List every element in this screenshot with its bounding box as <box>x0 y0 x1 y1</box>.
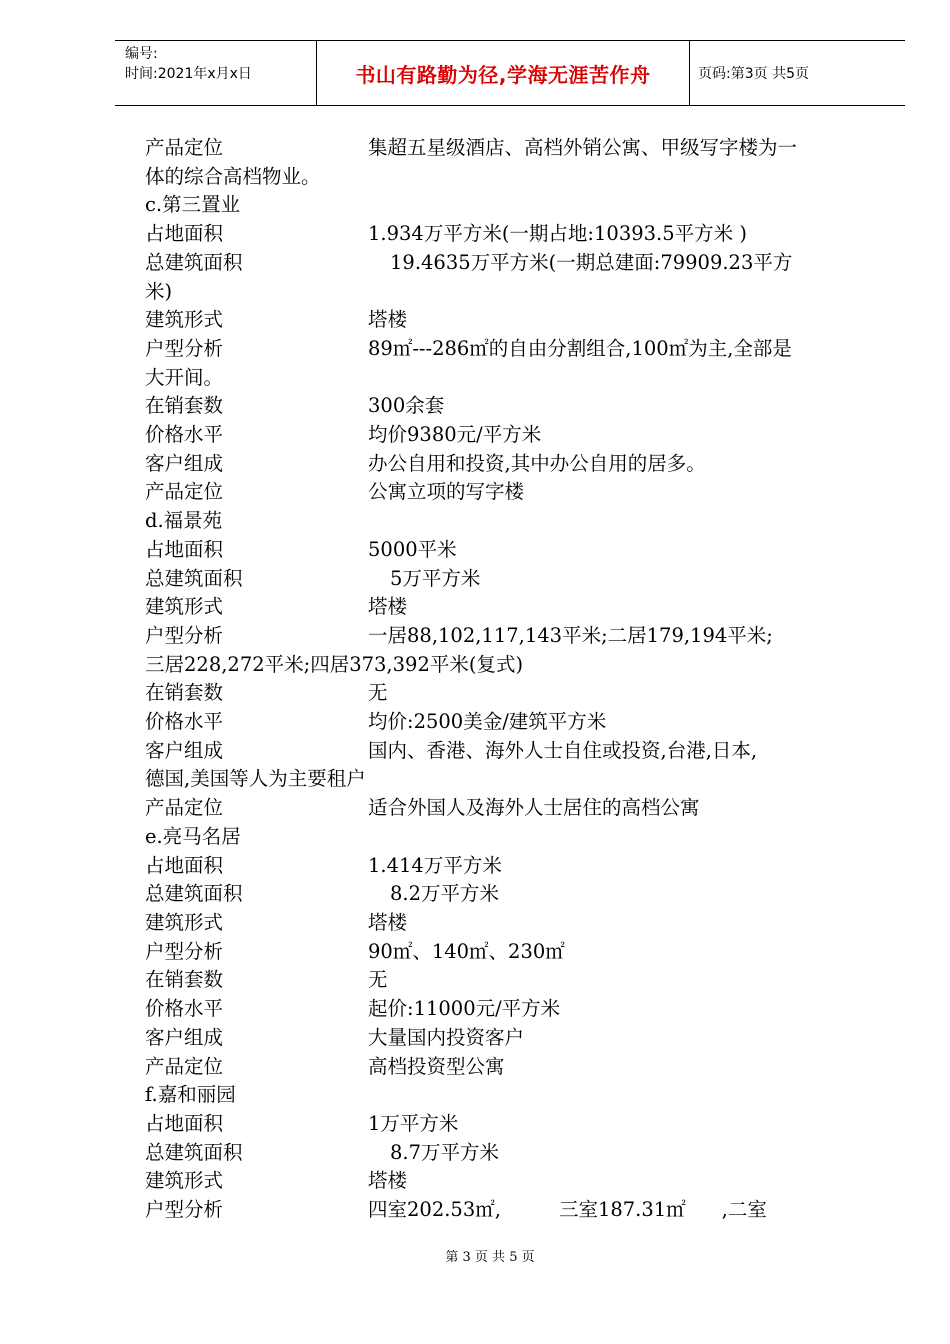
property-row <box>145 593 875 622</box>
property-row <box>145 249 875 278</box>
property-row <box>145 306 875 335</box>
continuation-line: 米) <box>145 279 173 303</box>
motto-text: 书山有路勤为径,学海无涯苦作舟 <box>355 62 651 87</box>
property-row <box>145 220 875 249</box>
property-label: 总建筑面积 <box>145 250 243 274</box>
property-row <box>145 1196 875 1225</box>
property-value: 8.7万平方米 <box>390 1140 500 1164</box>
property-row <box>145 909 875 938</box>
property-label: 总建筑面积 <box>145 882 243 906</box>
property-row <box>145 536 875 565</box>
property-value: 89㎡---286㎡的自由分割组合,100㎡为主,全部是 <box>368 336 792 360</box>
property-label: 客户组成 <box>145 738 224 762</box>
property-label: 占地面积 <box>145 222 224 246</box>
property-row <box>145 852 875 881</box>
property-value: 办公自用和投资,其中办公自用的居多。 <box>368 451 706 475</box>
property-label: 在销套数 <box>145 394 224 418</box>
property-value: 集超五星级酒店、高档外销公寓、甲级写字楼为一 <box>368 136 798 159</box>
property-value: 1万平方米 <box>368 1111 459 1135</box>
property-label: 建筑形式 <box>145 910 224 934</box>
property-label: 建筑形式 <box>145 1169 224 1193</box>
property-label: 在销套数 <box>145 681 224 705</box>
property-label: 产品定位 <box>145 480 224 504</box>
property-row <box>145 134 875 163</box>
doc-number-label: 编号: <box>125 46 158 62</box>
property-label: 户型分析 <box>145 1198 224 1222</box>
property-label: 占地面积 <box>145 537 224 561</box>
section-heading: e.亮马名居 <box>145 824 241 848</box>
property-value: 8.2万平方米 <box>390 882 500 906</box>
property-value: 公寓立项的写字楼 <box>368 480 525 504</box>
property-value: 塔楼 <box>368 1169 408 1193</box>
property-row <box>145 679 875 708</box>
property-label: 价格水平 <box>145 997 224 1021</box>
property-label: 户型分析 <box>145 623 224 647</box>
property-label: 总建筑面积 <box>145 1140 243 1164</box>
property-label: 客户组成 <box>145 1025 224 1049</box>
document-body <box>145 134 875 1225</box>
property-row <box>145 622 875 651</box>
property-value: 起价:11000元/平方米 <box>368 997 561 1021</box>
property-value: 高档投资型公寓 <box>368 1054 505 1078</box>
property-label: 占地面积 <box>145 1111 224 1135</box>
property-row <box>145 880 875 909</box>
property-row <box>145 966 875 995</box>
unit-type-entry: ,二室 <box>721 1198 767 1222</box>
property-label: 建筑形式 <box>145 595 224 619</box>
property-row <box>145 1053 875 1082</box>
property-label: 产品定位 <box>145 1054 224 1078</box>
property-row <box>145 938 875 967</box>
property-label: 总建筑面积 <box>145 566 243 590</box>
continuation-line: 体的综合高档物业。 <box>145 164 321 188</box>
property-value: 国内、香港、海外人士自住或投资,台港,日本, <box>368 738 758 762</box>
property-label: 占地面积 <box>145 853 224 877</box>
property-row <box>145 421 875 450</box>
property-row <box>145 1024 875 1053</box>
property-value: 300余套 <box>368 394 445 418</box>
property-value <box>368 1196 875 1225</box>
property-label: 产品定位 <box>145 796 224 820</box>
property-value: 90㎡、140㎡、230㎡ <box>368 939 565 963</box>
continuation-line: 德国,美国等人为主要租户 <box>145 767 366 791</box>
unit-type-entry: 四室202.53㎡, <box>368 1198 501 1222</box>
header-motto-cell <box>316 41 690 105</box>
property-row <box>145 335 875 364</box>
property-label: 价格水平 <box>145 710 224 734</box>
property-value: 塔楼 <box>368 308 408 332</box>
property-label: 价格水平 <box>145 423 224 447</box>
property-value: 均价9380元/平方米 <box>368 423 542 447</box>
header-page-cell <box>690 41 905 105</box>
property-label: 户型分析 <box>145 336 224 360</box>
property-row <box>145 565 875 594</box>
section-heading: f.嘉和丽园 <box>145 1083 236 1107</box>
property-value: 大量国内投资客户 <box>368 1025 525 1049</box>
property-label: 产品定位 <box>145 136 224 159</box>
property-row <box>145 1110 875 1139</box>
property-value: 塔楼 <box>368 595 408 619</box>
property-value: 无 <box>368 968 388 992</box>
property-value: 1.934万平方米(一期占地:10393.5平方米 ) <box>368 222 747 246</box>
page-number-label: 页码:第3页 共5页 <box>698 66 809 82</box>
property-row <box>145 794 875 823</box>
property-value: 塔楼 <box>368 910 408 934</box>
property-label: 户型分析 <box>145 939 224 963</box>
property-row <box>145 478 875 507</box>
unit-type-entry: 三室187.31㎡ <box>558 1198 686 1222</box>
header-meta <box>115 41 316 105</box>
property-value: 均价:2500美金/建筑平方米 <box>368 710 607 734</box>
doc-time-label: 时间:2021年x月x日 <box>125 66 252 82</box>
continuation-line: 大开间。 <box>145 365 224 389</box>
property-value: 5000平米 <box>368 537 457 561</box>
continuation-line: 三居228,272平米;四居373,392平米(复式) <box>145 652 524 676</box>
property-value: 1.414万平方米 <box>368 853 502 877</box>
property-row <box>145 1167 875 1196</box>
property-value: 19.4635万平方米(一期总建面:79909.23平方 <box>390 250 793 274</box>
section-heading: d.福景苑 <box>145 509 223 533</box>
property-value: 一居88,102,117,143平米;二居179,194平米; <box>368 623 773 647</box>
page-header <box>115 40 905 106</box>
property-value: 5万平方米 <box>390 566 481 590</box>
property-row <box>145 708 875 737</box>
property-label: 客户组成 <box>145 451 224 475</box>
property-row <box>145 737 875 766</box>
property-row <box>145 450 875 479</box>
page-footer: 第 3 页 共 5 页 <box>445 1250 535 1265</box>
property-label: 建筑形式 <box>145 308 224 332</box>
property-value: 无 <box>368 681 388 705</box>
property-value: 适合外国人及海外人士居住的高档公寓 <box>368 796 700 820</box>
property-row <box>145 392 875 421</box>
property-label: 在销套数 <box>145 968 224 992</box>
property-row <box>145 1139 875 1168</box>
property-row <box>145 995 875 1024</box>
section-heading: c.第三置业 <box>145 193 241 217</box>
